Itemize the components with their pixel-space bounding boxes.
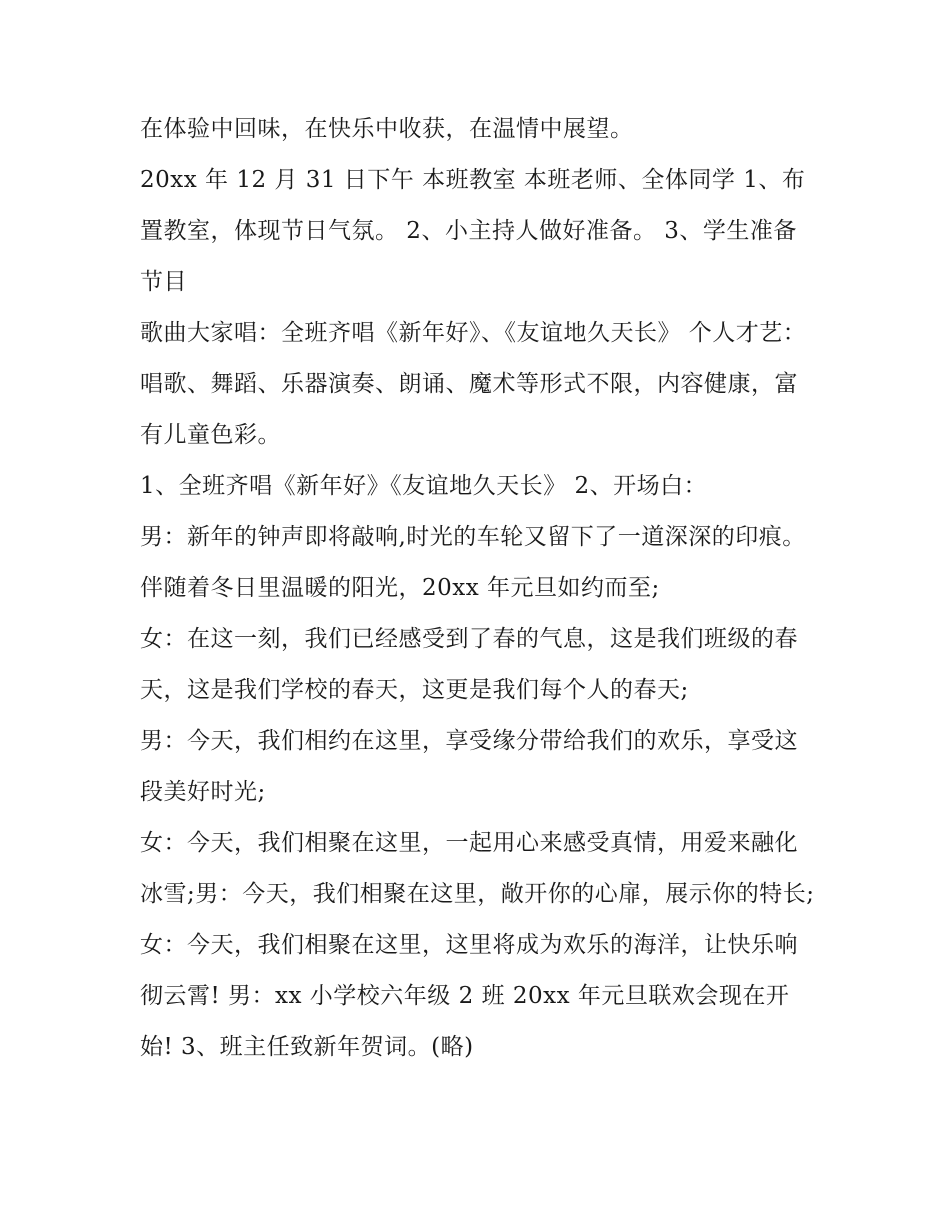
paragraph-time-place-preparation: 20xx 年 12 月 31 日下午 本班教室 本班老师、全体同学 1、布置教室，体现节日气氛。 2、小主持人做好准备。 3、学生准备节目 — [140, 167, 806, 295]
document-body — [140, 104, 820, 1073]
paragraph-closing-line: 在体验中回味，在快乐中收获，在温情中展望。 — [140, 116, 634, 142]
paragraph-host-female-3: 女：今天，我们相聚在这里，这里将成为欢乐的海洋，让快乐响彻云霄! 男：xx 小学校六年级 2 班 20xx 年元旦联欢会现在开始! 3、班主任致新年贺词。(略) — [140, 932, 798, 1060]
paragraph-program-order: 1、全班齐唱《新年好》《友谊地久天长》 2、开场白： — [140, 473, 708, 499]
paragraph-host-female-2: 女：今天，我们相聚在这里，一起用心来感受真情，用爱来融化冰雪;男：今天，我们相聚在这里，敞开你的心扉，展示你的特长; — [140, 830, 815, 907]
paragraph-host-female-1: 女：在这一刻，我们已经感受到了春的气息，这是我们班级的春天，这是我们学校的春天，这更是我们每个人的春天; — [140, 626, 798, 703]
paragraph-host-male-2: 男：今天，我们相约在这里，享受缘分带给我们的欢乐，享受这段美好时光; — [140, 728, 798, 805]
paragraph-program-content: 歌曲大家唱：全班齐唱《新年好》、《友谊地久天长》 个人才艺：唱歌、舞蹈、乐器演奏、朗诵、魔术等形式不限，内容健康，富有儿童色彩。 — [140, 320, 807, 448]
paragraph-host-male-1: 男：新年的钟声即将敲响,时光的车轮又留下了一道深深的印痕。伴随着冬日里温暖的阳光，20xx 年元旦如约而至; — [140, 524, 806, 601]
